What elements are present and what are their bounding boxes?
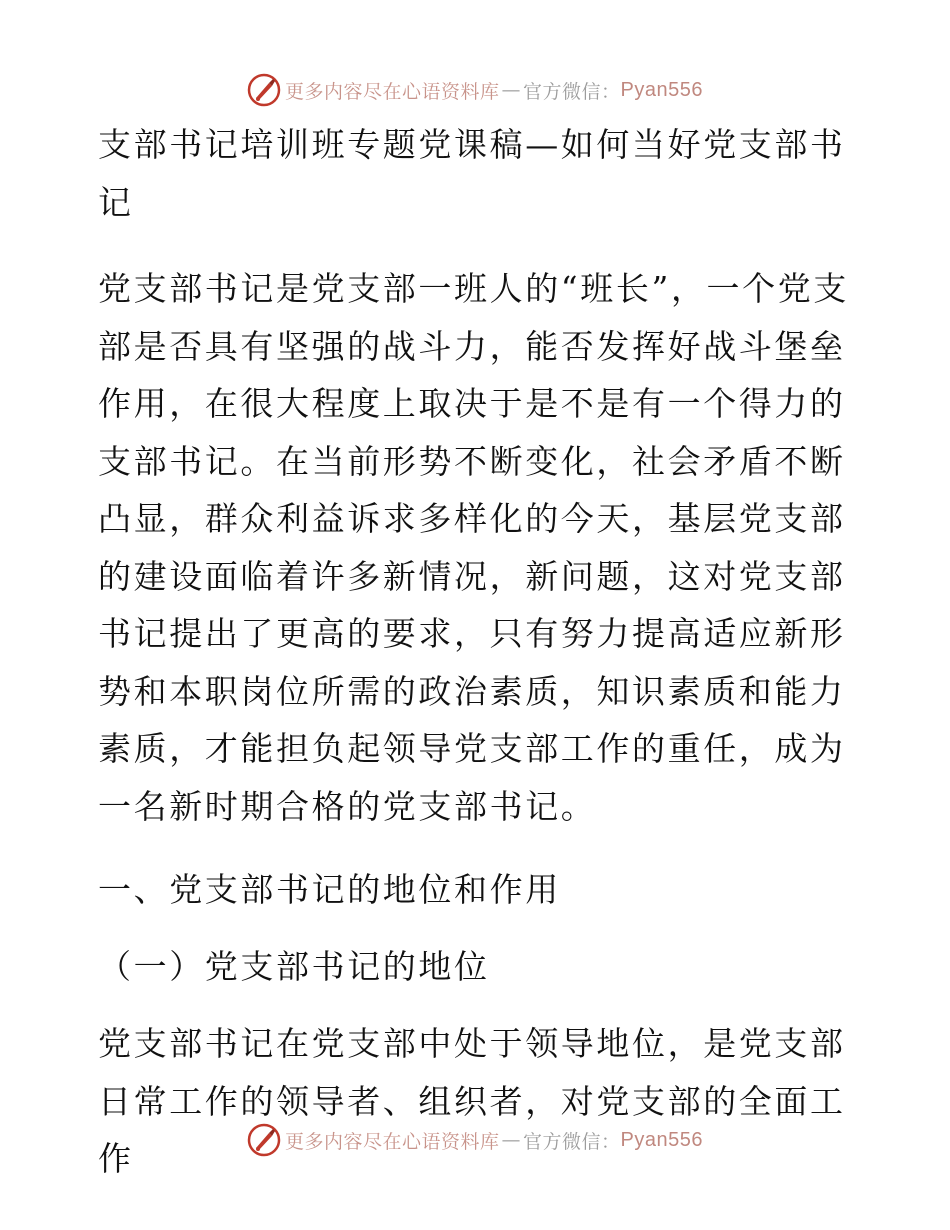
paragraph-status: 党支部书记在党支部中处于领导地位，是党支部日常工作的领导者、组织者，对党支部的全面工作 xyxy=(98,1024,846,1178)
watermark-wechat-id: Pyan556 xyxy=(620,1128,703,1151)
watermark-separator: — xyxy=(501,79,522,101)
watermark-brand: 更多内容尽在心语资料库 xyxy=(285,80,500,103)
pen-logo-icon xyxy=(247,1123,281,1157)
watermark-official-label: 官方微信： xyxy=(523,80,621,103)
watermark-footer xyxy=(0,1120,950,1160)
document-body xyxy=(98,116,850,1188)
watermark-separator: — xyxy=(501,1129,522,1151)
watermark-official-label: 官方微信： xyxy=(523,1130,621,1153)
watermark-header xyxy=(0,70,950,110)
pen-logo-icon xyxy=(247,73,281,107)
paragraph-intro: 党支部书记是党支部一班人的“班长”，一个党支部是否具有坚强的战斗力，能否发挥好战斗堡垒作用，在很大程度上取决于是不是有一个得力的支部书记。在当前形势不断变化，社会矛盾不断凸显，群众利益诉求多样化的今天，基层党支部的建设面临着许多新情况，新问题，这对党支部书记提出了更高的要求，只有努力提高适应新形势和本职岗位所需的政治素质，知识素质和能力素质，才能担负起领导党支部工作的重任，成为一名新时期合格的党支部书记。 xyxy=(98,269,849,826)
watermark-wechat-id: Pyan556 xyxy=(620,78,703,101)
subsection-heading: （一）党支部书记的地位 xyxy=(98,946,490,986)
watermark-brand: 更多内容尽在心语资料库 xyxy=(285,1130,500,1153)
document-title: 支部书记培训班专题党课稿—如何当好党支部书记 xyxy=(98,125,846,222)
section-heading: 一、党支部书记的地位和作用 xyxy=(98,870,561,909)
